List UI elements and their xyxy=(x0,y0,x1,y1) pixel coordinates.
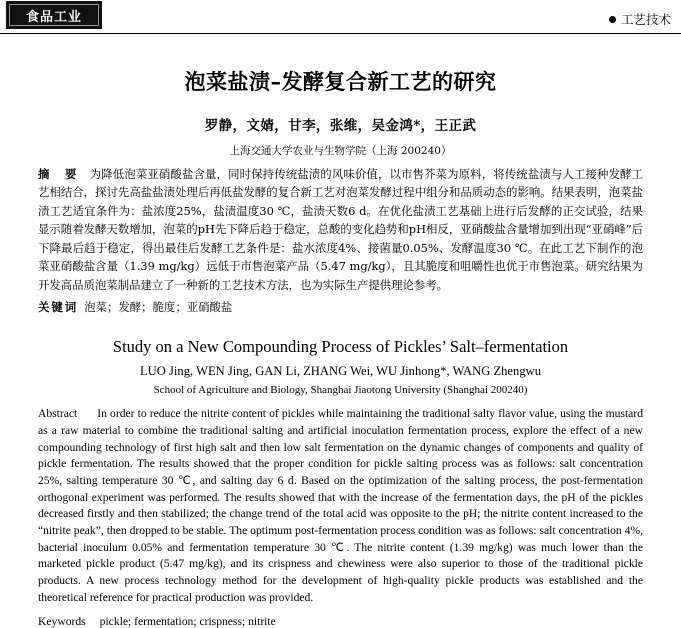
chinese-keywords-text: 泡菜；发酵；脆度；亚硝酸盐 xyxy=(84,300,233,315)
english-keywords-text: pickle; fermentation; crispness; nitrite xyxy=(99,614,276,628)
section-header xyxy=(609,10,671,28)
section-label: 工艺技术 xyxy=(620,13,671,27)
chinese-keywords-block xyxy=(38,299,643,315)
english-abstract-text: In order to reduce the nitrite content of pickles while maintaining the traditional salty flavor value, using the mustard as a raw material to combine the traditional salting and artificial inoculation fermentation process, explore the effect of a new compounding technology of first high salt and then low salt fermentation on the dynamic changes of components and quality of pickle fermentation. The results showed that the proper condition for pickle salting process was as follows: salt concentration 25%, salting temperature 30 ℃, and salting day 6 d. Based on the optimization of the salting process, the post-fermentation orthogonal experiment was performed. The results showed that with the increase of the fermentation days, the pH of the pickles decreased firstly and then stabilized; the change trend of the total acid was opposite to the pH; the nitrite content increased to the “nitrite peak”, then dropped to be stable. The optimum post-fermentation process condition was as follows: salt concentration 4%, bacterial inoculum 0.05% and fermentation temperature 30 ℃. The nitrite content (1.39 mg/kg) was much lower than the marketed pickle product (5.47 mg/kg), and its crispness and chewiness were also superior to those of the traditional pickle products. A new process technology method for the development of high-quality pickle products was established and the theoretical reference for practical production was provided. xyxy=(38,407,643,604)
english-title: Study on a New Compounding Process of Pickles’ Salt–fermentation xyxy=(112,337,569,357)
page-masthead xyxy=(0,0,681,34)
article-body xyxy=(0,66,681,628)
chinese-abstract-label: 摘 要 xyxy=(38,167,79,181)
chinese-affiliation: 上海交通大学农业与生物学院（上海 200240） xyxy=(229,145,452,157)
english-keywords-block xyxy=(38,615,643,628)
page-title: 泡菜盐渍–发酵复合新工艺的研究 xyxy=(184,69,497,94)
chinese-authors: 罗静，文婧，甘李，张维，吴金鸿*，王正武 xyxy=(204,118,477,134)
english-abstract-block xyxy=(38,406,643,606)
chinese-keywords-label: 关键词 xyxy=(38,300,79,315)
journal-logo: 食品工业 xyxy=(6,1,102,29)
english-abstract-label: Abstract xyxy=(38,407,78,421)
chinese-abstract-text: 为降低泡菜亚硝酸盐含量，同时保持传统盐渍的风味价值，以市售芥菜为原料，将传统盐渍与人工接种发酵工艺相结合，探讨先高盐盐渍处理后再低盐发酵的复合新工艺对泡菜发酵过程中组分和品质动态的影响。结果表明，泡菜盐渍工艺适宜条件为：盐浓度25%，盐渍温度30 ℃，盐渍天数6 d。在优化盐渍工艺基础上进行后发酵的正交试验，结果显示随着发酵天数增加，泡菜的pH先下降后趋于稳定，总酸的变化趋势和pH相反，亚硝酸盐含量增加到出现“亚硝峰”后下降最后趋于稳定，得出最佳后发酵工艺条件是：盐水浓度4%、接菌量0.05%、发酵温度30 ℃。在此工艺下制作的泡菜亚硝酸盐含量（1.39 mg/kg）远低于市售泡菜产品（5.47 mg/kg），且其脆度和咀嚼性也优于市售泡菜。研究结果为开发高品质泡菜制品建立了一种新的工艺技术方法，也为实际生产提供理论参考。 xyxy=(38,167,643,292)
english-affiliation: School of Agriculture and Biology, Shanghai Jiaotong University (Shanghai 200240) xyxy=(153,384,528,397)
english-keywords-label: Keywords xyxy=(38,614,86,628)
english-authors: LUO Jing, WEN Jing, GAN Li, ZHANG Wei, WU Jinhong*, WANG Zhengwu xyxy=(139,364,542,379)
chinese-abstract-block xyxy=(38,165,643,294)
bullet-icon xyxy=(609,16,616,23)
